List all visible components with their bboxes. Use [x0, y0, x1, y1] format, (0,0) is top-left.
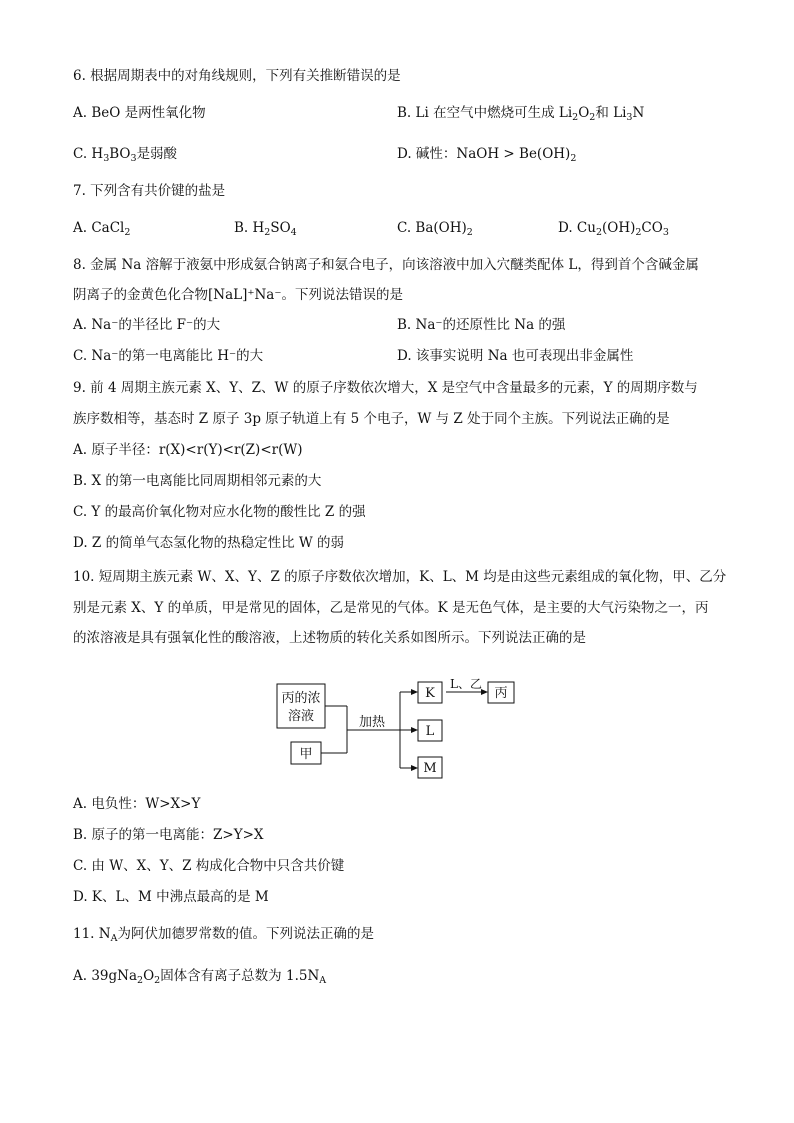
q10-stem-line3: 的浓溶液是具有强氧化性的酸溶液，上述物质的转化关系如图所示。下列说法正确的是	[73, 630, 586, 646]
q8-stem-line2: 阴离子的金黄色化合物[NaL]⁺Na⁻。下列说法错误的是	[73, 287, 403, 303]
q8-stem-line1: 8. 金属 Na 溶解于液氨中形成氨合钠离子和氨合电子，向该溶液中加入穴醚类配体 L，得到首个含碱金属	[73, 257, 699, 273]
q10-option-d: D. K、L、M 中沸点最高的是 M	[73, 889, 269, 905]
q7-option-a: A. CaCl$_2$	[73, 220, 131, 238]
q7-option-b: B. $H_2SO_4$	[234, 220, 297, 238]
q6-option-b: B. Li 在空气中燃烧可生成 $Li_2O_2$和 $Li_3N$	[397, 105, 645, 123]
q10-option-b: B. 原子的第一电离能：Z>Y>X	[73, 827, 264, 843]
q9-stem-line2: 族序数相等，基态时 Z 原子 3p 原子轨道上有 5 个电子，W 与 Z 处于同个主族。下列说法正确的是	[73, 411, 670, 427]
box-l-label: L	[425, 724, 435, 739]
q11-option-a: A. $39gNa_2O_2$固体含有离子总数为 $1.5N_A$	[73, 968, 327, 986]
q10-stem-line2: 别是元素 X、Y 的单质，甲是常见的固体，乙是常见的气体。K 是无色气体，是主要的大气污染物之一，丙	[73, 600, 709, 616]
q8-option-b: B. Na⁻的还原性比 Na 的强	[397, 317, 566, 333]
q6-option-c: C. $H_3BO_3$是弱酸	[73, 146, 178, 164]
q6-stem: 6. 根据周期表中的对角线规则，下列有关推断错误的是	[73, 68, 401, 84]
q10-option-a: A. 电负性：W>X>Y	[73, 796, 201, 812]
box-jia-label: 甲	[299, 747, 313, 762]
q9-option-b: B. X 的第一电离能比同周期相邻元素的大	[73, 473, 322, 489]
q11-stem: 11. $N_A$为阿伏加德罗常数的值。下列说法正确的是	[73, 926, 374, 944]
q7-option-c: C. $Ba(OH)_2$	[397, 220, 473, 238]
arrow-label-l-yi: L、乙	[450, 677, 482, 691]
q6-option-d: D. 碱性：NaOH > $Be(OH)_2$	[397, 146, 577, 164]
heating-label: 加热	[358, 715, 386, 730]
box-concentrated-solution-line1: 丙的浓	[281, 691, 321, 706]
q9-option-a: A. 原子半径：r(X)<r(Y)<r(Z)<r(W)	[73, 442, 303, 458]
q7-option-d: D. $Cu_2(OH)_2CO_3$	[558, 220, 669, 238]
q8-option-d: D. 该事实说明 Na 也可表现出非金属性	[397, 348, 634, 364]
box-concentrated-solution-line2: 溶液	[287, 709, 315, 724]
q8-option-a: A. Na⁻的半径比 F⁻的大	[73, 317, 221, 333]
box-k-label: K	[425, 686, 435, 701]
q10-option-c: C. 由 W、X、Y、Z 构成化合物中只含共价键	[73, 858, 345, 874]
q8-option-c: C. Na⁻的第一电离能比 H⁻的大	[73, 348, 264, 364]
box-bing-label: 丙	[494, 686, 508, 701]
q6-option-a: A. BeO 是两性氧化物	[73, 105, 206, 121]
q7-stem: 7. 下列含有共价键的盐是	[73, 183, 226, 199]
q9-option-c: C. Y 的最高价氧化物对应水化物的酸性比 Z 的强	[73, 504, 366, 520]
q10-stem-line1: 10. 短周期主族元素 W、X、Y、Z 的原子序数依次增加，K、L、M 均是由这些元素组成的氧化物，甲、乙分	[73, 569, 727, 585]
box-m-label: M	[423, 761, 437, 776]
q9-option-d: D. Z 的简单气态氢化物的热稳定性比 W 的弱	[73, 535, 345, 551]
reaction-flow-diagram	[272, 676, 532, 786]
q9-stem-line1: 9. 前 4 周期主族元素 X、Y、Z、W 的原子序数依次增大，X 是空气中含量最多的元素，Y 的周期序数与	[73, 380, 698, 396]
